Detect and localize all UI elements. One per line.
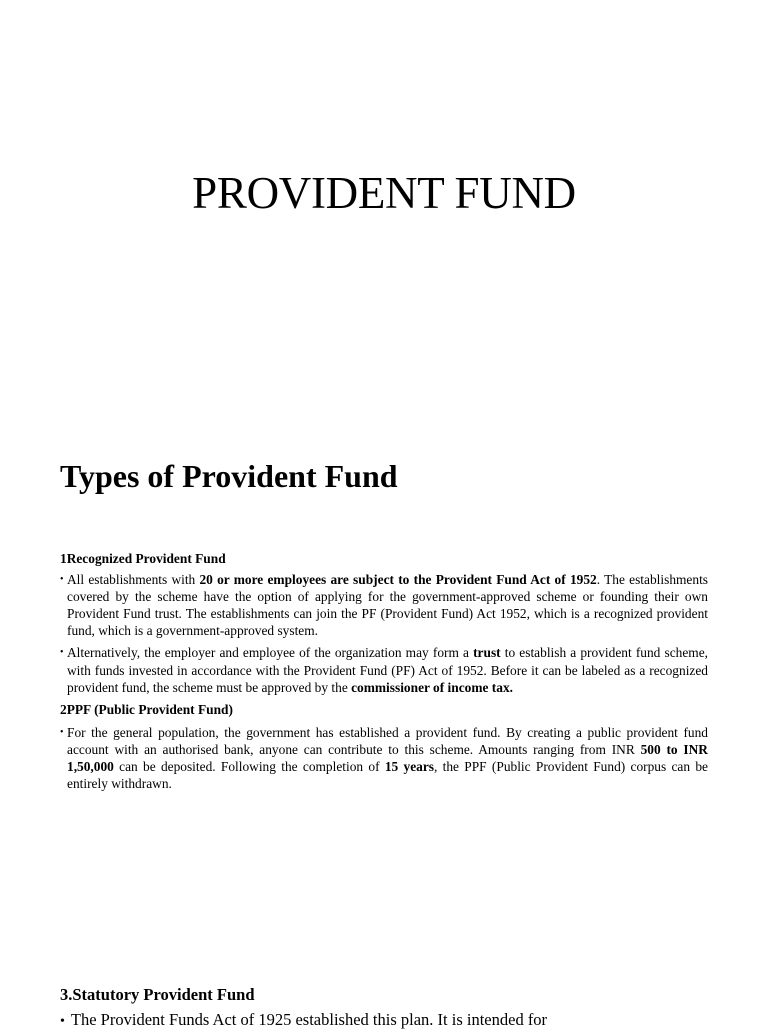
page-title: PROVIDENT FUND bbox=[192, 168, 576, 218]
bullet-text: For the general population, the government has established a provident fund. By creating a public provident fund account with an authorised bank, anyone can contribute to this scheme. Amounts ranging from INR 500 to INR 1,50,000 can be deposited. Following the completion of 15 years, the PPF (Public Provident Fund) corpus can be entirely withdrawn. bbox=[67, 724, 708, 792]
bullet-text: The Provident Funds Act of 1925 established this plan. It is intended for bbox=[70, 1010, 548, 1029]
recognized-provident-fund-heading: 1Recognized Provident Fund bbox=[60, 551, 226, 566]
bullet-icon: • bbox=[60, 726, 64, 738]
bullet-icon: • bbox=[60, 574, 64, 586]
bullet-text: All establishments with 20 or more employees are subject to the Provident Fund Act of 1952. The establishments covered by the scheme have the option of applying for the government-approved scheme or founding their own Provident Fund trust. The establishments can join the PF (Provident Fund) Act 1952, which is a recognized provident fund, which is a government-approved system. bbox=[67, 572, 709, 639]
ppf-heading: 2PPF (Public Provident Fund) bbox=[60, 701, 233, 717]
statutory-provident-fund-heading: 3.Statutory Provident Fund bbox=[60, 985, 255, 1004]
recognized-bullet-1 bbox=[60, 571, 708, 639]
bullet-text: Alternatively, the employer and employee of the organization may form a trust to establish a provident fund scheme, with funds invested in accordance with the Provident Fund (PF) Act of 1952. Before it can be labeled as a recognized provident fund, the scheme must be approved by the commissioner of income tax. bbox=[67, 645, 708, 695]
bullet-icon: • bbox=[60, 647, 64, 659]
section-heading: Types of Provident Fund bbox=[60, 458, 398, 494]
content-body bbox=[60, 550, 708, 797]
bullet-icon: • bbox=[60, 1014, 65, 1029]
recognized-bullet-2 bbox=[60, 644, 708, 695]
statutory-bullet-1 bbox=[60, 1010, 708, 1032]
ppf-bullet-1 bbox=[60, 724, 708, 792]
